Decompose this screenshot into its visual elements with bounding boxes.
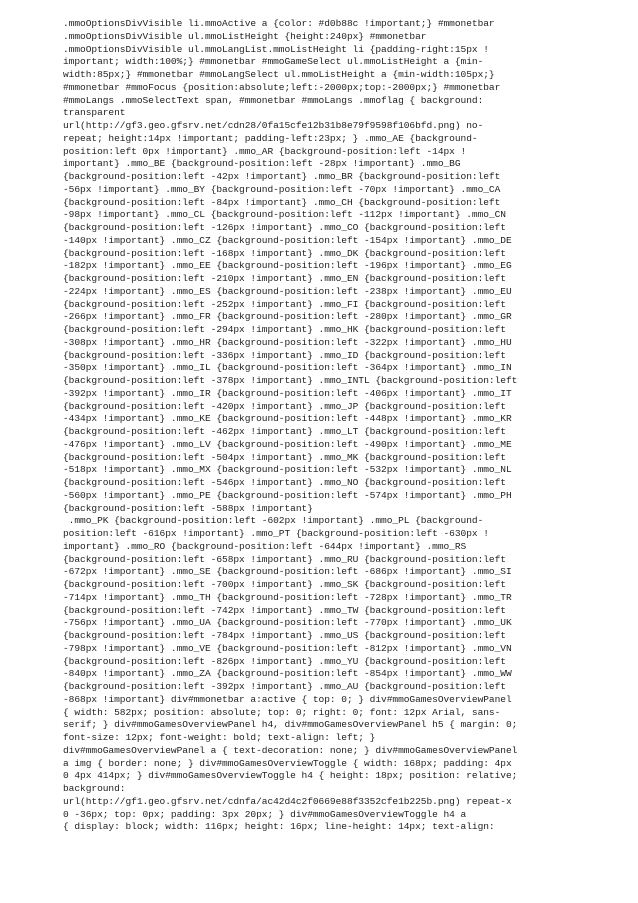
code-line: 0 -36px; top: 0px; padding: 3px 20px; } div#mmoGamesOverviewToggle h4 a (63, 808, 467, 820)
code-line: position:left 0px !important} .mmo_AR {background-position:left -14px ! (63, 145, 467, 157)
code-line: -714px !important} .mmo_TH {background-position:left -728px !important} .mmo_TR (63, 591, 512, 603)
code-line: {background-position:left -336px !important} .mmo_ID {background-position:left (63, 349, 506, 361)
code-line: -392px !important} .mmo_IR {background-position:left -406px !important} .mmo_IT (63, 387, 512, 399)
code-line: -476px !important} .mmo_LV {background-position:left -490px !important} .mmo_ME (63, 438, 512, 450)
code-line: font-size: 12px; font-weight: bold; text-align: left; } (63, 732, 376, 743)
code-line: -98px !important} .mmo_CL {background-position:left -112px !important} .mmo_CN (63, 209, 506, 221)
code-line: url(http://gf1.geo.gfsrv.net/cdnfa/ac42d4c2f0669e88f3352cfe1b225b.png) repeat-x (63, 795, 512, 807)
code-line: -350px !important} .mmo_IL {background-position:left -364px !important} .mmo_IN (63, 362, 512, 374)
code-line: div#mmoGamesOverviewPanel a { text-decoration: none; } div#mmoGamesOverviewPanel (63, 744, 518, 756)
code-line: {background-position:left -252px !important} .mmo_FI {background-position:left (63, 298, 506, 310)
code-line: .mmoOptionsDivVisible ul.mmoLangList.mmoListHeight li {padding-right:15px ! (63, 43, 489, 55)
code-line: {background-position:left -210px !important} .mmo_EN {background-position:left (63, 273, 506, 284)
code-line: {background-position:left -392px !important} .mmo_AU {background-position:left (63, 681, 506, 692)
code-line: -868px !important} div#mmonetbar a:active { top: 0; } div#mmoGamesOverviewPanel (63, 693, 512, 705)
code-line: {background-position:left -420px !important} .mmo_JP {background-position:left (63, 400, 506, 412)
code-line: -140px !important} .mmo_CZ {background-position:left -154px !important} .mmo_DE (63, 234, 512, 246)
code-line: { width: 582px; position: absolute; top: 0; right: 0; font: 12px Arial, sans- (63, 706, 501, 718)
code-line: {background-position:left -126px !important} .mmo_CO {background-position:left (63, 222, 506, 233)
code-line: {background-position:left -826px !important} .mmo_YU {background-position:left (63, 655, 506, 667)
code-line: repeat; height:14px !important; padding-left:23px; } .mmo_AE {background- (63, 132, 478, 144)
code-line: -224px !important} .mmo_ES {background-position:left -238px !important} .mmo_EU (63, 285, 512, 297)
code-line: {background-position:left -700px !important} .mmo_SK {background-position:left (63, 579, 506, 590)
code-line: -840px !important} .mmo_ZA {background-position:left -854px !important} .mmo_WW (63, 668, 512, 680)
code-line: .mmoOptionsDivVisible ul.mmoListHeight {height:240px} #mmonetbar (63, 30, 427, 42)
code-document (63, 18, 587, 834)
code-line: {background-position:left -378px !important} .mmo_INTL {background-position:left (63, 375, 518, 386)
code-line: -798px !important} .mmo_VE {background-position:left -812px !important} .mmo_VN (63, 642, 512, 654)
code-line: .mmoOptionsDivVisible li.mmoActive a {color: #d0b88c !important;} #mmonetbar (63, 18, 495, 29)
code-line: important} .mmo_RO {background-position:left -644px !important} .mmo_RS (63, 540, 467, 552)
code-line: {background-position:left -462px !important} .mmo_LT {background-position:left (63, 426, 506, 437)
code-line: -56px !important} .mmo_BY {background-position:left -70px !important} .mmo_CA (63, 183, 501, 195)
code-line: {background-position:left -588px !important} (63, 502, 313, 514)
code-line: {background-position:left -84px !important} .mmo_CH {background-position:left (63, 196, 501, 208)
code-line: transparent (63, 107, 126, 119)
code-line: background: (63, 783, 126, 794)
code-line: {background-position:left -504px !important} .mmo_MK {background-position:left (63, 451, 506, 463)
code-line: #mmoLangs .mmoSelectText span, #mmonetbar #mmoLangs .mmoflag { background: (63, 94, 484, 106)
code-line: position:left -616px !important} .mmo_PT {background-position:left -630px ! (63, 528, 489, 539)
code-line: {background-position:left -168px !important} .mmo_DK {background-position:left (63, 247, 506, 259)
code-line: serif; } div#mmoGamesOverviewPanel h4, div#mmoGamesOverviewPanel h5 { margin: 0; (63, 719, 518, 731)
code-line: #mmonetbar #mmoFocus {position:absolute;left:-2000px;top:-2000px;} #mmonetbar (63, 81, 501, 93)
code-line: -756px !important} .mmo_UA {background-position:left -770px !important} .mmo_UK (63, 617, 512, 629)
code-line: width:85px;} #mmonetbar #mmoLangSelect ul.mmoListHeight a {min-width:105px;} (63, 69, 495, 80)
code-line: important} .mmo_BE {background-position:left -28px !important} .mmo_BG (63, 158, 461, 170)
code-line: -266px !important} .mmo_FR {background-position:left -280px !important} .mmo_GR (63, 311, 512, 323)
code-line: { display: block; width: 116px; height: 16px; line-height: 14px; text-align: (63, 821, 495, 833)
code-line: a img { border: none; } div#mmoGamesOverviewToggle { width: 168px; padding: 4px (63, 757, 512, 769)
code-line: {background-position:left -294px !important} .mmo_HK {background-position:left (63, 324, 506, 335)
code-line: url(http://gf3.geo.gfsrv.net/cdn28/0fa15cfe12b31b8e79f9598f106bfd.png) no- (63, 120, 484, 131)
code-line: {background-position:left -784px !important} .mmo_US {background-position:left (63, 630, 506, 641)
code-line: {background-position:left -546px !important} .mmo_NO {background-position:left (63, 477, 506, 488)
code-line: 0 4px 414px; } div#mmoGamesOverviewToggle h4 { height: 18px; position: relative; (63, 770, 518, 782)
code-line: .mmo_PK {background-position:left -602px !important} .mmo_PL {background- (63, 515, 484, 527)
code-line: {background-position:left -42px !important} .mmo_BR {background-position:left (63, 171, 501, 182)
code-line: -518px !important} .mmo_MX {background-position:left -532px !important} .mmo_NL (63, 464, 512, 476)
code-line: -672px !important} .mmo_SE {background-position:left -686px !important} .mmo_SI (63, 566, 512, 578)
code-line: important; width:100%;} #mmonetbar #mmoGameSelect ul.mmoListHeight a {min- (63, 56, 484, 68)
code-line: -434px !important} .mmo_KE {background-position:left -448px !important} .mmo_KR (63, 413, 512, 425)
code-line: -182px !important} .mmo_EE {background-position:left -196px !important} .mmo_EG (63, 260, 512, 272)
code-line: {background-position:left -658px !important} .mmo_RU {background-position:left (63, 553, 506, 565)
code-line: {background-position:left -742px !important} .mmo_TW {background-position:left (63, 604, 506, 616)
code-line: -560px !important} .mmo_PE {background-position:left -574px !important} .mmo_PH (63, 489, 512, 501)
code-line: -308px !important} .mmo_HR {background-position:left -322px !important} .mmo_HU (63, 336, 512, 348)
